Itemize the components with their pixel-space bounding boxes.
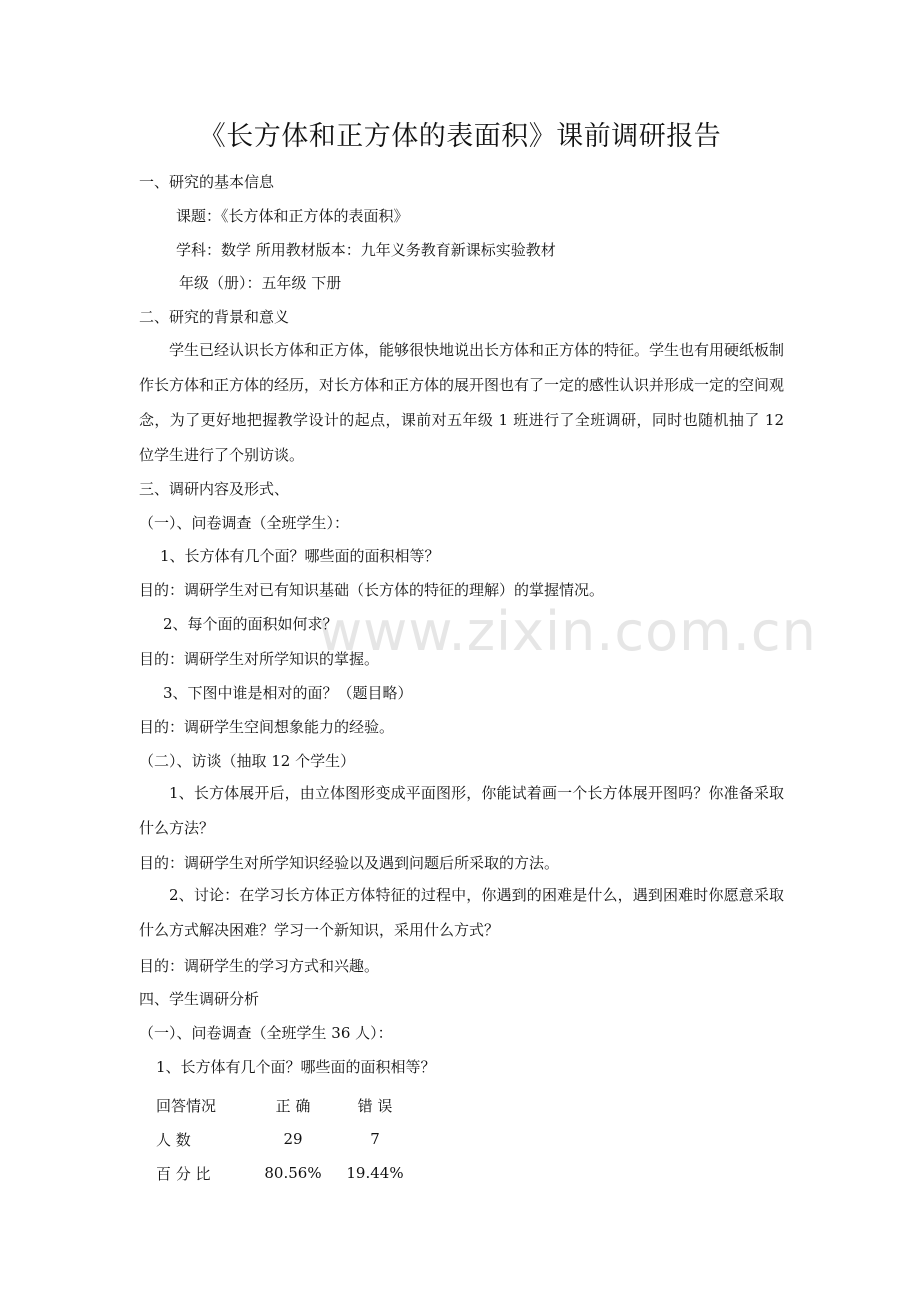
table-cell: 人 数 <box>156 1130 191 1149</box>
question-1: 1、长方体有几个面？哪些面的面积相等？ <box>160 547 440 565</box>
question-3: 3、下图中谁是相对的面？（题目略） <box>163 684 413 702</box>
interview-question-1: 1、长方体展开后，由立体图形变成平面图形，你能试着画一个长方体展开图吗？你准备采取什么方法？ <box>139 784 784 837</box>
table-header-row <box>156 1088 420 1122</box>
table-cell: 29 <box>283 1130 303 1148</box>
analysis-question-1: 1、长方体有几个面？哪些面的面积相等？ <box>156 1058 436 1076</box>
interview-question-2: 2、讨论：在学习长方体正方体特征的过程中，你遇到的困难是什么，遇到困难时你愿意采取什么方式解决困难？学习一个新知识，采用什么方式？ <box>139 886 784 939</box>
question-1-purpose: 目的：调研学生对已有知识基础（长方体的特征的理解）的掌握情况。 <box>139 581 605 599</box>
table-cell: 19.44% <box>346 1164 404 1182</box>
analysis-questionnaire-heading: （一）、问卷调查（全班学生 36 人）： <box>139 1024 393 1042</box>
question-2: 2、每个面的面积如何求？ <box>163 615 338 633</box>
table-header-cell: 回答情况 <box>156 1096 217 1115</box>
table-header-cell: 正 确 <box>275 1096 311 1115</box>
topic-line: 课题：《长方体和正方体的表面积》 <box>176 207 409 225</box>
table-row <box>156 1122 420 1156</box>
question-3-purpose: 目的：调研学生空间想象能力的经验。 <box>139 718 395 736</box>
watermark: www.zixin.com.cn <box>318 600 817 663</box>
questionnaire-heading: （一）、问卷调查（全班学生）： <box>139 514 350 532</box>
table-cell: 80.56% <box>264 1164 322 1182</box>
grade-line: 年级（册）：五年级 下册 <box>179 274 342 292</box>
section-heading-background: 二、研究的背景和意义 <box>139 308 290 326</box>
question-2-purpose: 目的：调研学生对所学知识的掌握。 <box>139 650 380 668</box>
section-heading-analysis: 四、学生调研分析 <box>139 990 260 1008</box>
section-heading-basic-info: 一、研究的基本信息 <box>139 173 275 191</box>
table-cell: 百 分 比 <box>156 1164 211 1183</box>
interview-question-2-purpose: 目的：调研学生的学习方式和兴趣。 <box>139 957 380 975</box>
interview-heading: （二）、访谈（抽取 12 个学生） <box>139 752 356 770</box>
table-cell: 7 <box>370 1130 380 1148</box>
table-header-cell: 错 误 <box>357 1096 393 1115</box>
section-heading-content: 三、调研内容及形式、 <box>139 480 290 498</box>
page-title: 《长方体和正方体的表面积》课前调研报告 <box>198 121 722 152</box>
interview-question-1-purpose: 目的：调研学生对所学知识经验以及遇到问题后所采取的方法。 <box>139 854 560 872</box>
subject-line: 学科：数学 所用教材版本：九年义务教育新课标实验教材 <box>176 241 556 259</box>
results-table <box>156 1088 420 1190</box>
background-paragraph: 学生已经认识长方体和正方体，能够很快地说出长方体和正方体的特征。学生也有用硬纸板制作长方体和正方体的经历，对长方体和正方体的展开图也有了一定的感性认识并形成一定的空间观念，为了更好地把握教学设计的起点，课前对五年级 1 班进行了全班调研，同时也随机抽了 12 位学生进行了个别访谈。 <box>139 341 785 464</box>
table-row <box>156 1156 420 1190</box>
